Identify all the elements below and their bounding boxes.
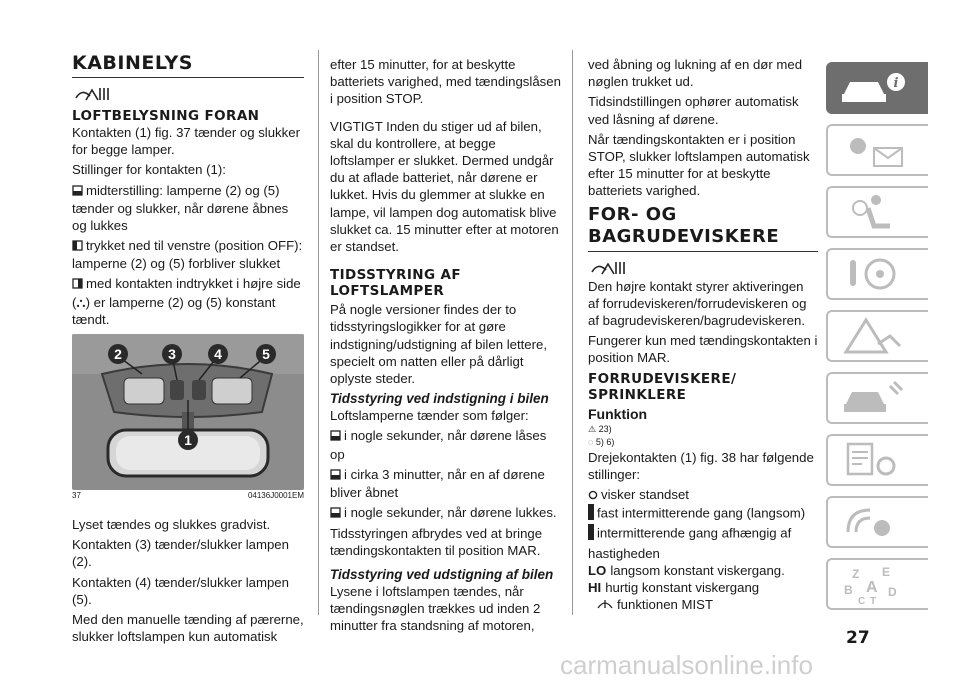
watermark: carmanualsonline.info bbox=[560, 650, 813, 680]
paragraph: Med den manuelle tænding af pærerne, slukker loftslampen kun automatisk bbox=[72, 611, 304, 645]
mist-icon bbox=[596, 597, 614, 614]
svg-text:D: D bbox=[888, 585, 897, 599]
note-icon: ◌ bbox=[588, 436, 594, 447]
column-divider bbox=[318, 50, 319, 615]
intermittent-icon bbox=[588, 504, 594, 524]
paragraph: Fungerer kun med tændingskontakten i position MAR. bbox=[588, 333, 818, 366]
subheading: Funktion bbox=[588, 405, 648, 422]
note-ref: ⚠ 23) bbox=[588, 423, 612, 434]
column-divider bbox=[572, 50, 573, 615]
bullet-item: trykket ned til venstre (position OFF): lamperne (2) og (5) forbliver slukket bbox=[72, 238, 303, 272]
lamp-icon bbox=[72, 84, 304, 106]
paragraph: Den højre kontakt styrer aktiveringen af forrudeviskeren/forrudeviskeren og af bagrudeviskeren/bagrudeviskeren. bbox=[588, 278, 807, 329]
subheading: Tidsstyring ved indstigning i bilen bbox=[330, 391, 549, 407]
callout-label: 5 bbox=[262, 345, 270, 362]
wiper-icon bbox=[588, 258, 818, 278]
chapter-title: FOR- OG BAGRUDEVISKERE bbox=[588, 203, 780, 247]
bullet-item: med kontakten indtrykket i højre side bbox=[72, 275, 304, 293]
tab-maintenance[interactable] bbox=[826, 372, 928, 424]
svg-text:T: T bbox=[870, 596, 877, 604]
tab-safety[interactable] bbox=[826, 186, 928, 238]
svg-text:A: A bbox=[866, 579, 878, 596]
subheading: Tidsstyring ved udstigning af bilen bbox=[330, 566, 554, 582]
paragraph: VIGTIGT Inden du stiger ud af bilen, skal du kontrollere, at begge loftslamper er slukket. Dermed undgår du at aflade batteriet, når dørene er lukket. Hvis du glemmer at slukke en lampe, vil lampen dog automatisk blive slukket ca. 15 minutter efter at motoren er standset. bbox=[330, 118, 559, 255]
callout-label: 4 bbox=[214, 345, 222, 362]
wiper-option: funktionen MIST bbox=[588, 596, 818, 614]
hi-symbol: HI bbox=[588, 579, 602, 595]
page-number: 27 bbox=[846, 628, 870, 648]
paragraph: Tidsindstillingen ophører automatisk ved låsning af dørene. bbox=[588, 94, 799, 127]
svg-text:Z: Z bbox=[852, 567, 860, 581]
tab-lights-message[interactable] bbox=[826, 124, 928, 176]
paragraph: Stillinger for kontakten (1): bbox=[72, 162, 226, 178]
note-ref: ◌ 5) 6) bbox=[588, 436, 615, 447]
media-icon bbox=[838, 502, 908, 542]
key-steering-icon bbox=[838, 254, 908, 294]
paragraph: Lyset tændes og slukkes gradvist. bbox=[72, 516, 271, 532]
bullet-item: i cirka 3 minutter, når en af dørene bliver åbnet bbox=[330, 466, 545, 500]
paragraph: Kontakten (3) tænder/slukker lampen (2). bbox=[72, 537, 289, 570]
section-heading: LOFTBELYSNING FORAN bbox=[72, 108, 260, 124]
auto-intermittent-icon bbox=[588, 524, 594, 544]
tab-index[interactable] bbox=[826, 558, 928, 610]
bullet-item: i nogle sekunder, når dørene låses op bbox=[330, 428, 547, 462]
alphabet-index-icon bbox=[838, 564, 908, 604]
bullet-item: i nogle sekunder, når dørene lukkes. bbox=[330, 504, 562, 522]
tab-technical-data[interactable] bbox=[826, 434, 928, 486]
section-heading: TIDSSTYRING AF LOFTSLAMPER bbox=[330, 267, 462, 300]
switch-icon bbox=[330, 505, 341, 522]
svg-text:C: C bbox=[858, 596, 866, 604]
title-rule bbox=[72, 77, 304, 78]
svg-text:B: B bbox=[844, 583, 853, 597]
spec-sheet-icon bbox=[838, 440, 908, 480]
off-icon bbox=[588, 487, 598, 504]
paragraph: Loftslamperne tænder som følger: bbox=[330, 408, 529, 424]
bullet-item: midterstilling: lamperne (2) og (5) tænder og slukker, når dørene åbnes og lukkes bbox=[72, 182, 289, 233]
car-info-icon bbox=[838, 68, 908, 108]
paragraph: Lysene i loftslampen tændes, når tændingsnøglen trækkes ud inden 2 minutter fra standsning af motoren, bbox=[330, 583, 541, 633]
column-2 bbox=[330, 56, 562, 637]
wiper-option: HI hurtig konstant viskergang bbox=[588, 579, 760, 595]
column-1 bbox=[72, 52, 304, 648]
svg-text:E: E bbox=[882, 565, 891, 579]
wiper-option: LO langsom konstant viskergang. bbox=[588, 562, 785, 578]
switch-icon bbox=[72, 238, 83, 255]
wiper-option: fast intermitterende gang (langsom) bbox=[588, 504, 818, 524]
wiper-option: visker standset bbox=[588, 486, 818, 504]
tab-emergency[interactable] bbox=[826, 310, 928, 362]
rearview-mirror-photo bbox=[72, 334, 304, 490]
sun-envelope-icon bbox=[838, 130, 908, 170]
callout-label: 2 bbox=[114, 345, 122, 362]
section-heading: FORRUDEVISKERE/ SPRINKLERE bbox=[588, 370, 737, 403]
column-3 bbox=[588, 56, 818, 614]
title-rule bbox=[588, 251, 818, 252]
figure-37 bbox=[72, 334, 304, 490]
figure-caption bbox=[72, 490, 304, 502]
tab-multimedia[interactable] bbox=[826, 496, 928, 548]
switch-icon bbox=[330, 467, 341, 484]
paragraph: efter 15 minutter, for at beskytte batteriets varighed, med tændingslåsen i position STOP. bbox=[330, 57, 561, 107]
paragraph: Tidsstyringen afbrydes ved at bringe tændingskontakten til position MAR. bbox=[330, 526, 543, 559]
svg-text:i: i bbox=[893, 76, 899, 91]
paragraph: Drejekontakten (1) fig. 38 har følgende stillinger: bbox=[588, 449, 814, 482]
warning-icon: ⚠ bbox=[588, 423, 597, 434]
paragraph: ved åbning og lukning af en dør med nøglen trukket ud. bbox=[588, 57, 803, 90]
figure-code: 04136J0001EM bbox=[247, 490, 304, 500]
tab-driving[interactable] bbox=[826, 248, 928, 300]
chapter-title: KABINELYS bbox=[72, 52, 193, 74]
paragraph: Kontakten (1) fig. 37 tænder og slukker for begge lamper. bbox=[72, 125, 300, 158]
seat-airbag-icon bbox=[838, 192, 908, 232]
callout-label: 1 bbox=[184, 431, 192, 448]
switch-icon bbox=[330, 428, 341, 445]
switch-icon bbox=[72, 183, 83, 200]
tab-car-info[interactable] bbox=[826, 62, 928, 114]
paragraph: (⛬) er lamperne (2) og (5) konstant tændt. bbox=[72, 294, 276, 327]
callout-label: 3 bbox=[168, 345, 176, 362]
wiper-option: intermitterende gang afhængig af hastigheden bbox=[588, 525, 792, 561]
paragraph: På nogle versioner findes der to tidsstyringslogikker for at gøre indstigning/udstigning af bilen lettere, specielt om natten eller på dårligt oplyste steder. bbox=[330, 302, 548, 387]
warning-car-icon bbox=[838, 316, 908, 356]
figure-number: 37 bbox=[72, 490, 81, 500]
paragraph: Kontakten (4) tænder/slukker lampen (5). bbox=[72, 574, 289, 607]
lo-symbol: LO bbox=[588, 562, 607, 578]
switch-icon bbox=[72, 276, 83, 293]
car-service-icon bbox=[838, 378, 908, 418]
paragraph: Når tændingskontakten er i position STOP, slukker loftslampen automatisk efter 15 minutter for at beskytte batteriets varighed. bbox=[588, 131, 810, 199]
